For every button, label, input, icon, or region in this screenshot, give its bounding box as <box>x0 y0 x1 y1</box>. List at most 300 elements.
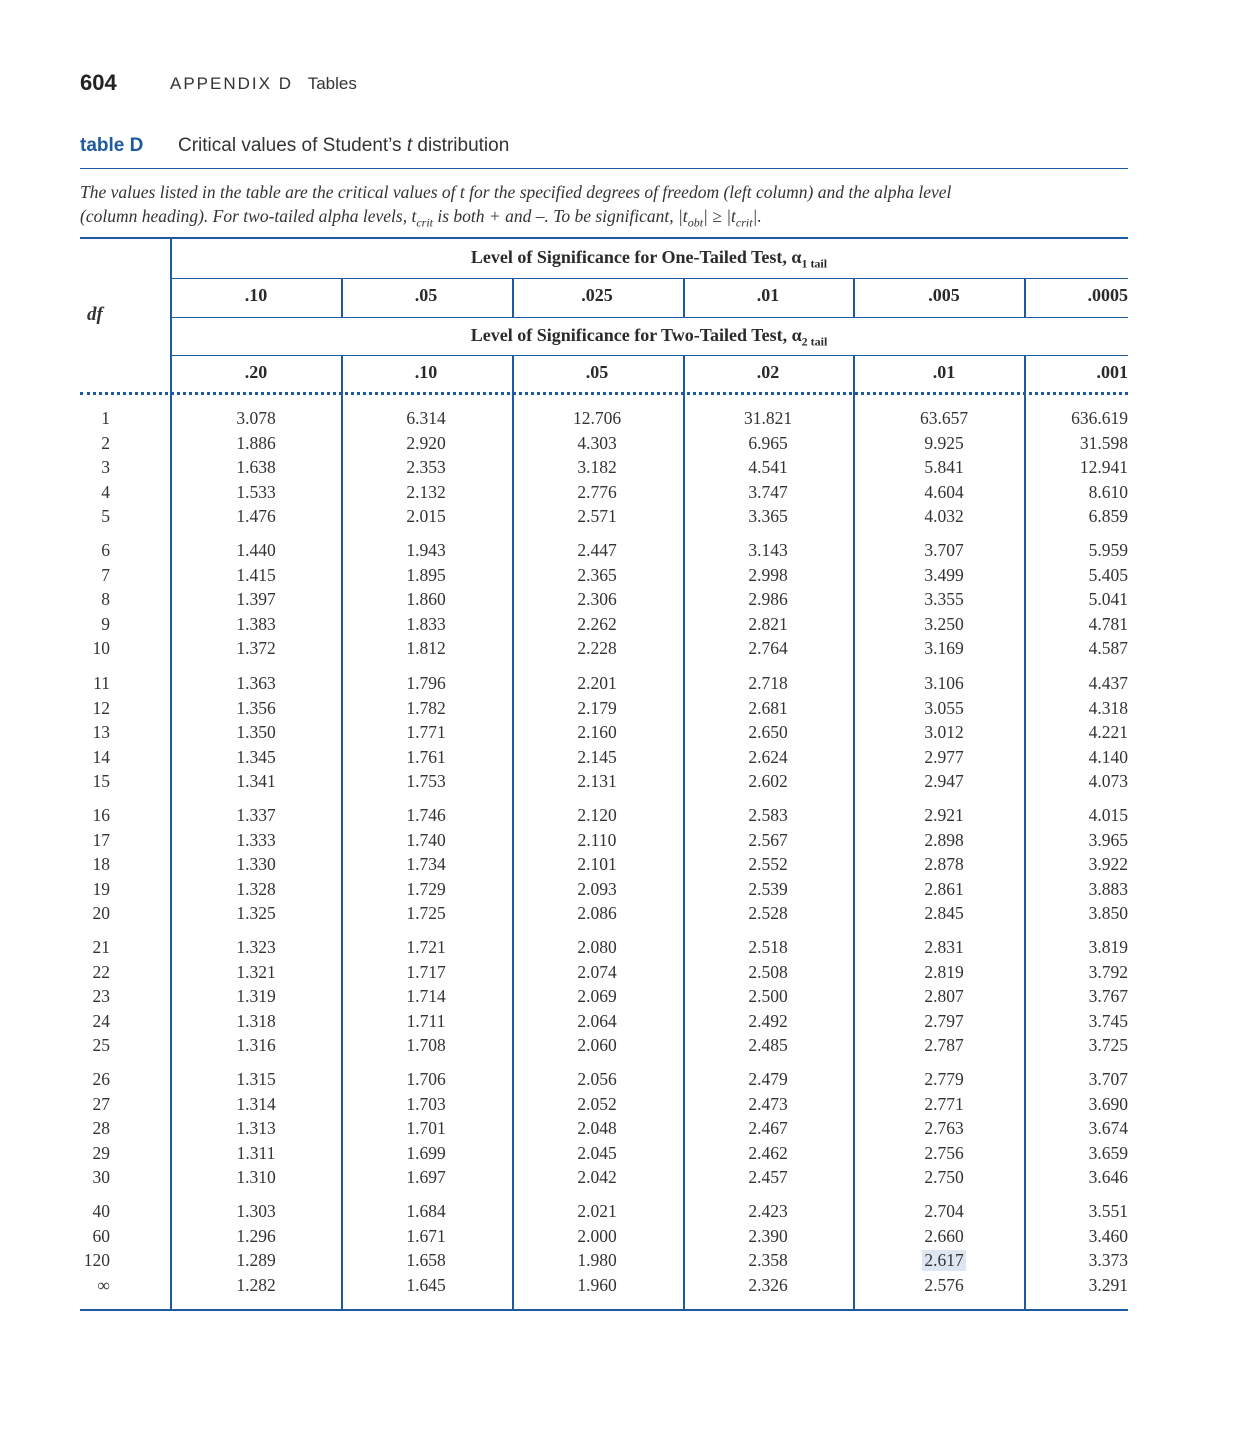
critical-value: 3.690 <box>1088 1093 1128 1114</box>
table-row <box>0 1167 1260 1192</box>
critical-value: 1.323 <box>236 937 276 957</box>
critical-value: 3.012 <box>924 722 964 743</box>
critical-value: 2.064 <box>577 1010 617 1031</box>
df-value: 20 <box>92 903 110 924</box>
table-title-var: t <box>406 135 413 156</box>
title-rule <box>80 168 1128 169</box>
table-row <box>0 614 1260 639</box>
critical-value: 3.674 <box>1088 1118 1128 1139</box>
df-value: 13 <box>92 722 110 743</box>
critical-value: 1.703 <box>406 1093 446 1114</box>
df-value: 7 <box>101 564 110 585</box>
critical-value: 2.179 <box>577 697 617 718</box>
critical-value: 1.341 <box>236 771 276 792</box>
critical-value: 4.032 <box>924 506 964 527</box>
critical-value: 2.797 <box>924 1010 964 1031</box>
critical-value: 1.725 <box>406 903 446 924</box>
critical-value: 2.845 <box>924 903 964 924</box>
critical-value: 6.314 <box>406 408 446 428</box>
critical-value: 1.895 <box>406 564 446 585</box>
critical-value: 2.500 <box>748 986 788 1007</box>
critical-value: 1.372 <box>236 638 276 659</box>
critical-value: 5.841 <box>924 457 964 478</box>
critical-value: 12.706 <box>572 408 622 428</box>
critical-value: 12.941 <box>1079 457 1128 478</box>
critical-value: 2.977 <box>924 746 964 767</box>
critical-value: 1.383 <box>236 613 276 634</box>
critical-value: 2.447 <box>577 540 617 560</box>
caption-sub-obt: obt <box>687 215 704 230</box>
critical-value: 1.363 <box>236 673 276 693</box>
critical-value: 2.750 <box>924 1167 964 1188</box>
critical-value: 2.120 <box>577 805 617 825</box>
critical-value: 636.619 <box>1071 408 1128 428</box>
critical-value: 2.571 <box>577 506 617 527</box>
table-row <box>0 903 1260 928</box>
two-tailed-level: .20 <box>244 362 268 382</box>
critical-value: 1.319 <box>236 986 276 1007</box>
critical-value: 2.660 <box>924 1225 964 1246</box>
table-row <box>0 1250 1260 1275</box>
table-caption <box>80 180 1128 235</box>
critical-value: 3.767 <box>1088 986 1128 1007</box>
critical-value: 2.485 <box>748 1035 788 1056</box>
critical-value: 2.583 <box>748 805 788 825</box>
critical-value: 3.707 <box>1088 1069 1128 1089</box>
critical-value: 2.819 <box>924 961 964 982</box>
critical-value: 4.437 <box>1088 673 1128 693</box>
critical-value: 2.262 <box>577 613 617 634</box>
critical-value: 2.467 <box>748 1118 788 1139</box>
df-value: 23 <box>92 986 110 1007</box>
critical-value: 2.306 <box>577 589 617 610</box>
two-tailed-level: .001 <box>1096 362 1128 382</box>
critical-value: 2.056 <box>577 1069 617 1089</box>
table-row <box>0 1069 1260 1094</box>
two-tailed-levels-row <box>170 362 1128 386</box>
table-label: table D <box>80 135 144 156</box>
critical-value: 2.704 <box>924 1201 964 1221</box>
critical-value: 3.819 <box>1088 937 1128 957</box>
critical-value: 3.745 <box>1088 1010 1128 1031</box>
critical-value: 2.779 <box>924 1069 964 1089</box>
page-number: 604 <box>80 70 117 95</box>
table-row <box>0 1143 1260 1168</box>
one-tailed-level: .01 <box>756 285 780 305</box>
df-value: 40 <box>92 1201 110 1221</box>
table-row <box>0 506 1260 531</box>
table-row <box>0 673 1260 698</box>
df-value: 19 <box>92 878 110 899</box>
table-bottom-rule <box>80 1309 1128 1311</box>
critical-value: 2.508 <box>748 961 788 982</box>
table-row <box>0 1275 1260 1300</box>
critical-value: 1.796 <box>406 673 446 693</box>
df-value: 11 <box>93 673 110 693</box>
critical-value: 1.345 <box>236 746 276 767</box>
table-row <box>0 937 1260 962</box>
critical-value: 8.610 <box>1088 481 1128 502</box>
critical-value: 1.833 <box>406 613 446 634</box>
df-value: 6 <box>101 540 110 560</box>
critical-value: 2.457 <box>748 1167 788 1188</box>
critical-value: 2.048 <box>577 1118 617 1139</box>
critical-value: 1.706 <box>406 1069 446 1089</box>
df-value: 60 <box>92 1225 110 1246</box>
critical-value: 4.587 <box>1088 638 1128 659</box>
critical-value: 1.350 <box>236 722 276 743</box>
critical-value: 1.328 <box>236 878 276 899</box>
two-tailed-level: .02 <box>756 362 780 382</box>
critical-value: 2.528 <box>748 903 788 924</box>
one-tailed-level: .05 <box>414 285 438 305</box>
table-row <box>0 1035 1260 1060</box>
critical-value: 2.567 <box>748 829 788 850</box>
critical-value: 1.315 <box>236 1069 276 1089</box>
critical-value: 1.960 <box>577 1274 617 1295</box>
critical-value: 4.541 <box>748 457 788 478</box>
one-tailed-heading <box>170 247 1128 272</box>
critical-value: 3.659 <box>1088 1142 1128 1163</box>
header-rule-1 <box>170 278 1128 279</box>
table-title-tail: distribution <box>417 135 510 156</box>
df-value: 22 <box>92 961 110 982</box>
critical-value: 1.318 <box>236 1010 276 1031</box>
df-value: 21 <box>92 937 110 957</box>
critical-value: 2.576 <box>924 1274 964 1295</box>
critical-value: 4.140 <box>1088 746 1128 767</box>
column-rule <box>683 278 685 317</box>
critical-value: 2.602 <box>748 771 788 792</box>
table-top-rule <box>80 237 1128 239</box>
critical-value: 2.132 <box>406 481 446 502</box>
df-value: 10 <box>92 638 110 659</box>
df-value: 27 <box>92 1093 110 1114</box>
critical-value: 3.078 <box>236 408 276 428</box>
df-value: 25 <box>92 1035 110 1056</box>
header-dotted-rule <box>80 392 1128 395</box>
critical-value: 1.440 <box>236 540 276 560</box>
one-tailed-level: .0005 <box>1087 285 1128 305</box>
critical-value: 1.746 <box>406 805 446 825</box>
table-row <box>0 854 1260 879</box>
critical-value: 2.763 <box>924 1118 964 1139</box>
critical-value: 2.539 <box>748 878 788 899</box>
critical-value: 3.355 <box>924 589 964 610</box>
critical-value: 1.980 <box>577 1250 617 1271</box>
critical-value: 2.624 <box>748 746 788 767</box>
critical-value: 3.106 <box>924 673 964 693</box>
critical-value: 2.110 <box>577 829 617 850</box>
critical-value: 1.708 <box>406 1035 446 1056</box>
critical-value: 2.650 <box>748 722 788 743</box>
critical-value: 1.701 <box>406 1118 446 1139</box>
critical-value: 1.325 <box>236 903 276 924</box>
caption-line-2 <box>80 204 1128 235</box>
critical-value: 3.707 <box>924 540 964 560</box>
critical-value: 1.476 <box>236 506 276 527</box>
caption-seg-d: |. <box>752 206 762 226</box>
critical-value: 2.052 <box>577 1093 617 1114</box>
critical-value: 2.353 <box>406 457 446 478</box>
table-row <box>0 565 1260 590</box>
critical-value: 4.015 <box>1088 805 1128 825</box>
section-label: Tables <box>307 74 357 93</box>
critical-value: 3.291 <box>1088 1274 1128 1295</box>
df-value: 9 <box>101 613 110 634</box>
caption-seg-c: | ≥ |t <box>703 206 736 226</box>
critical-value: 1.310 <box>236 1167 276 1188</box>
critical-value: 6.965 <box>748 432 788 453</box>
table-row <box>0 1094 1260 1119</box>
table-row <box>0 879 1260 904</box>
critical-value: 2.492 <box>748 1010 788 1031</box>
critical-value: 2.000 <box>577 1225 617 1246</box>
critical-value: 31.821 <box>743 408 793 428</box>
critical-value: 2.390 <box>748 1225 788 1246</box>
table-row <box>0 1118 1260 1143</box>
df-value: 18 <box>92 854 110 875</box>
critical-value: 2.131 <box>577 771 617 792</box>
critical-value: 1.337 <box>236 805 276 825</box>
two-tailed-heading-text: Level of Significance for Two-Tailed Test, α <box>470 325 802 345</box>
critical-value: 3.551 <box>1088 1201 1128 1221</box>
critical-value: 2.921 <box>924 805 964 825</box>
df-value: 1 <box>101 408 110 428</box>
df-value: 30 <box>92 1167 110 1188</box>
df-value: 3 <box>101 457 110 478</box>
critical-value: 2.878 <box>924 854 964 875</box>
df-value: 5 <box>101 506 110 527</box>
table-row <box>0 698 1260 723</box>
critical-value: 1.711 <box>406 1010 446 1031</box>
critical-value: 1.697 <box>406 1167 446 1188</box>
table-row <box>0 962 1260 987</box>
critical-value: 1.699 <box>406 1142 446 1163</box>
critical-value: 1.761 <box>406 746 446 767</box>
critical-value: 2.718 <box>748 673 788 693</box>
critical-value: 1.684 <box>406 1201 446 1221</box>
caption-sub-crit-2: crit <box>735 215 753 230</box>
critical-value: 2.831 <box>924 937 964 957</box>
critical-value: 2.986 <box>748 589 788 610</box>
table-row <box>0 540 1260 565</box>
critical-value: 1.860 <box>406 589 446 610</box>
column-rule <box>512 278 514 317</box>
two-tailed-heading-sub: 2 tail <box>801 334 828 349</box>
appendix-label: APPENDIX D <box>170 74 293 93</box>
header-rule-2 <box>170 317 1128 318</box>
critical-value: 1.753 <box>406 771 446 792</box>
critical-value: 2.021 <box>577 1201 617 1221</box>
df-value: 2 <box>101 432 110 453</box>
critical-value: 2.069 <box>577 986 617 1007</box>
critical-value: 2.771 <box>924 1093 964 1114</box>
critical-value: 2.462 <box>748 1142 788 1163</box>
critical-value: 2.201 <box>577 673 617 693</box>
critical-value: 2.228 <box>577 638 617 659</box>
critical-value: 2.518 <box>748 937 788 957</box>
df-value: 12 <box>92 697 110 718</box>
critical-value: 2.776 <box>577 481 617 502</box>
table-row <box>0 747 1260 772</box>
critical-value: 3.922 <box>1088 854 1128 875</box>
critical-value: 1.771 <box>406 722 446 743</box>
table-row <box>0 830 1260 855</box>
critical-value: 1.717 <box>406 961 446 982</box>
critical-value: 2.042 <box>577 1167 617 1188</box>
critical-value: 1.658 <box>406 1250 446 1271</box>
critical-value: 3.883 <box>1088 878 1128 899</box>
critical-value: 3.792 <box>1088 961 1128 982</box>
one-tailed-heading-text: Level of Significance for One-Tailed Test, α <box>470 247 802 267</box>
table-row <box>0 457 1260 482</box>
critical-value: 2.861 <box>924 878 964 899</box>
table-title <box>178 135 509 157</box>
critical-value: 2.080 <box>577 937 617 957</box>
critical-value: 2.756 <box>924 1142 964 1163</box>
critical-value: 3.646 <box>1088 1167 1128 1188</box>
critical-value: 1.397 <box>236 589 276 610</box>
critical-value: 3.725 <box>1088 1035 1128 1056</box>
df-value: 15 <box>92 771 110 792</box>
critical-value: 3.055 <box>924 697 964 718</box>
caption-line-1: The values listed in the table are the critical values of t for the specified degrees of freedom (left column) and the alpha level <box>80 182 952 202</box>
critical-value: 1.415 <box>236 564 276 585</box>
critical-value: 3.182 <box>577 457 617 478</box>
one-tailed-heading-sub: 1 tail <box>801 256 828 271</box>
critical-value: 1.886 <box>236 432 276 453</box>
critical-value: 2.326 <box>748 1274 788 1295</box>
df-value: 26 <box>92 1069 110 1089</box>
critical-value: 1.330 <box>236 854 276 875</box>
critical-value: 1.671 <box>406 1225 446 1246</box>
critical-value: 2.365 <box>577 564 617 585</box>
critical-value: 1.321 <box>236 961 276 982</box>
critical-value: 1.721 <box>406 937 446 957</box>
critical-value: 1.311 <box>236 1142 276 1163</box>
critical-value: 2.145 <box>577 746 617 767</box>
critical-value: 1.943 <box>406 540 446 560</box>
table-row <box>0 805 1260 830</box>
table-row <box>0 408 1260 433</box>
critical-value: 1.729 <box>406 878 446 899</box>
critical-value: 2.101 <box>577 854 617 875</box>
critical-value: 4.781 <box>1088 613 1128 634</box>
table-row <box>0 482 1260 507</box>
critical-value: 1.714 <box>406 986 446 1007</box>
critical-value: 3.250 <box>924 613 964 634</box>
table-row <box>0 1226 1260 1251</box>
df-value: 4 <box>101 481 110 502</box>
table-title-text: Critical values of Student’s <box>178 135 402 156</box>
table-row <box>0 433 1260 458</box>
critical-value: 1.333 <box>236 829 276 850</box>
critical-value: 3.499 <box>924 564 964 585</box>
critical-value: 2.947 <box>924 771 964 792</box>
two-tailed-heading <box>170 325 1128 350</box>
df-value: 28 <box>92 1118 110 1139</box>
critical-value: 9.925 <box>924 432 964 453</box>
critical-value: 2.086 <box>577 903 617 924</box>
critical-value: 4.604 <box>924 481 964 502</box>
column-rule <box>1024 278 1026 317</box>
critical-value: 63.657 <box>919 408 969 428</box>
two-tailed-level: .10 <box>414 362 438 382</box>
table-row <box>0 1201 1260 1226</box>
df-value: 24 <box>92 1010 110 1031</box>
caption-seg-b: is both + and –. To be significant, |t <box>433 206 688 226</box>
critical-value: 1.782 <box>406 697 446 718</box>
critical-value: 1.356 <box>236 697 276 718</box>
critical-value: 3.747 <box>748 481 788 502</box>
critical-value: 4.303 <box>577 432 617 453</box>
critical-value: 2.998 <box>748 564 788 585</box>
critical-value: 3.373 <box>1088 1250 1128 1271</box>
critical-value: 1.316 <box>236 1035 276 1056</box>
critical-value: 5.959 <box>1088 540 1128 560</box>
table-row <box>0 986 1260 1011</box>
critical-value: 6.859 <box>1088 506 1128 527</box>
df-value: 16 <box>92 805 110 825</box>
critical-value: 1.740 <box>406 829 446 850</box>
critical-value: 1.296 <box>236 1225 276 1246</box>
df-header: df <box>87 304 103 325</box>
table-row <box>0 589 1260 614</box>
header-rule-3 <box>170 355 1128 356</box>
critical-value: 31.598 <box>1079 432 1128 453</box>
critical-value: 2.015 <box>406 506 446 527</box>
critical-value: 1.282 <box>236 1274 276 1295</box>
table-row <box>0 771 1260 796</box>
critical-value: 1.289 <box>236 1250 276 1271</box>
critical-value: 1.313 <box>236 1118 276 1139</box>
df-value: 14 <box>92 746 110 767</box>
critical-value: 2.045 <box>577 1142 617 1163</box>
critical-value: 2.160 <box>577 722 617 743</box>
df-value: 29 <box>92 1142 110 1163</box>
critical-value: 2.060 <box>577 1035 617 1056</box>
critical-value: 2.479 <box>748 1069 788 1089</box>
critical-value: 1.303 <box>236 1201 276 1221</box>
table-row <box>0 722 1260 747</box>
df-value: ∞ <box>97 1274 110 1295</box>
critical-value: 3.965 <box>1088 829 1128 850</box>
critical-value: 5.405 <box>1088 564 1128 585</box>
critical-value: 1.533 <box>236 481 276 502</box>
critical-value: 2.898 <box>924 829 964 850</box>
critical-value: 2.821 <box>748 613 788 634</box>
critical-value: 2.552 <box>748 854 788 875</box>
one-tailed-level: .005 <box>928 285 960 305</box>
one-tailed-level: .10 <box>244 285 268 305</box>
critical-value: 5.041 <box>1088 589 1128 610</box>
critical-value: 2.920 <box>406 432 446 453</box>
df-value: 8 <box>101 589 110 610</box>
table-row <box>0 638 1260 663</box>
column-rule <box>853 278 855 317</box>
critical-value: 2.787 <box>924 1035 964 1056</box>
caption-seg-a: (column heading). For two-tailed alpha levels, t <box>80 206 417 226</box>
critical-value: 2.681 <box>748 697 788 718</box>
critical-value: 4.073 <box>1088 771 1128 792</box>
critical-value: 1.314 <box>236 1093 276 1114</box>
critical-value: 3.850 <box>1088 903 1128 924</box>
df-value: 17 <box>92 829 110 850</box>
running-head <box>170 74 357 94</box>
caption-sub-crit: crit <box>416 215 433 230</box>
one-tailed-level: .025 <box>581 285 613 305</box>
